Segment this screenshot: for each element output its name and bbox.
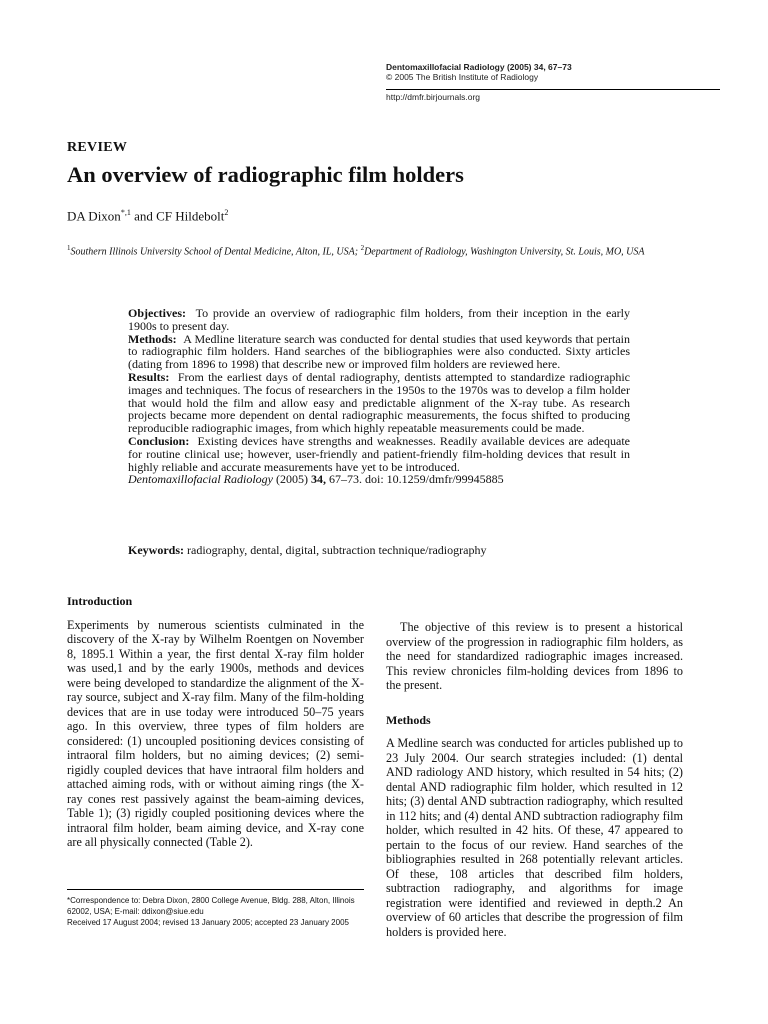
keywords — [128, 543, 486, 558]
keywords-label: Keywords: — [128, 543, 184, 557]
objective-paragraph: The objective of this review is to present a historical overview of the progression in radiographic film holders, as the need for standardized radiographic images increased. This review chronicles film-holding devices from 1896 to the present. — [386, 620, 683, 692]
received-dates: Received 17 August 2004; revised 13 January 2005; accepted 23 January 2005 — [67, 918, 349, 927]
results-label: Results: — [128, 369, 170, 384]
conclusion-label: Conclusion: — [128, 433, 190, 448]
introduction-text: Experiments by numerous scientists culminated in the discovery of the X-ray by Wilhelm Roentgen on November 8, 1895.1 Within a year, the first dental X-ray film holder was used,1 and by the early 1900s, methods and devices were being developed to standardize the alignment of the X-ray source, subject and X-ray film. Many of the film-holding devices that are in use today were introduced 50–75 years ago. In this overview, three types of film holders are considered: (1) uncoupled positioning devices consisting of intraoral film holders, but no aiming devices; (2) semi-rigidly coupled devices that have intraoral film holders and attached aiming rods, with or without aiming rings (the X-ray cones rest passively against the beam-aiming devices, Table 1); (3) rigidly coupled positioning devices where the intraoral film holder, beam aiming device, and X-ray cone are all physically connected (Table 2). — [67, 617, 364, 849]
left-column — [67, 594, 364, 850]
journal-citation-line — [386, 62, 720, 72]
abstract-conclusion — [128, 435, 630, 473]
abstract — [128, 307, 630, 486]
journal-header — [386, 62, 720, 102]
right-column — [386, 620, 683, 939]
methods-text: A Medline literature search was conducted for dental studies that used keywords that pertain to radiographic film holders. Hand searches of the bibliographies were also conducted. Sixty articles (dating from 1896 to 1998) that describe new or improved film holders are reviewed here. — [128, 331, 631, 372]
methods-paragraph: A Medline search was conducted for articles published up to 23 July 2004. Our search strategies included: (1) dental AND radiology AND history, which resulted in 54 hits; (2) dental AND radiographic film holder, which resulted in 12 hits; (3) dental AND subtraction radiography, which resulted in 112 hits; and (4) dental AND subtraction radiography film holder, which resulted in 42 hits. Of these, 47 appeared to pertain to the focus of our review. Hand searches of the bibliographies resulted in 268 potentially relevant articles. Of these, 108 articles that described film holders, subtraction radiography, and algorithms for image registration were identified and reviewed in depth.2 An overview of 60 articles that describe the progression of film holders is provided here. — [386, 736, 683, 939]
abstract-methods — [128, 333, 630, 371]
section-label: REVIEW — [67, 140, 128, 155]
methods-label: Methods: — [128, 331, 177, 346]
methods-heading: Methods — [386, 712, 431, 727]
journal-copyright: © 2005 The British Institute of Radiology — [386, 72, 539, 82]
citation-doi: 67–73. doi: 10.1259/dmfr/99945885 — [328, 472, 504, 487]
abstract-objectives — [128, 307, 630, 333]
conclusion-text: Existing devices have strengths and weaknesses. Readily available devices are adequate for routine clinical use; however, user-friendly and patient-friendly film-holding devices that result in highly reliable and accurate measurements have yet to be introduced. — [128, 433, 630, 474]
correspondence-note: *Correspondence to: Debra Dixon, 2800 College Avenue, Bldg. 288, Alton, Illinois 62002, USA; E-mail: ddixon@siue.edu — [67, 896, 355, 916]
footnote-rule — [67, 889, 364, 890]
objectives-text: To provide an overview of radiographic film holders, from their inception in the early 1900s to present day. — [128, 306, 631, 333]
keywords-text: radiography, dental, digital, subtraction technique/radiography — [187, 543, 487, 557]
journal-citation: (2005) 34, 67–73 — [506, 62, 572, 72]
abstract-citation — [128, 473, 630, 486]
author-list: DA Dixon$^{*,1}$ and CF Hildebolt$^2$ — [67, 208, 229, 224]
journal-name: Dentomaxillofacial Radiology — [386, 62, 505, 72]
introduction-heading: Introduction — [67, 594, 133, 608]
citation-journal: Dentomaxillofacial Radiology — [128, 472, 273, 487]
citation-volume: 34, — [310, 472, 326, 487]
results-text: From the earliest days of dental radiography, dentists attempted to standardize radiographic images and techniques. The focus of researchers in the 1950s to the 1970s was to develop a film holder that would hold the film and allow easy and predictable alignment of the X-ray tube. As research projects became more dependent on dental radiographic measurements, the focus shifted to producing reproducible radiographic images, from which highly repeatable measurements could be made. — [128, 369, 630, 436]
citation-year: (2005) — [275, 472, 308, 487]
journal-url[interactable]: http://dmfr.birjournals.org — [386, 92, 481, 102]
abstract-results — [128, 371, 630, 435]
article-title: An overview of radiographic film holders — [67, 162, 464, 187]
affiliations: $^1$Southern Illinois University School of Dental Medicine, Alton, IL, USA; $^2$Department of Radiology, Washington University, St. Louis, MO, USA — [67, 244, 645, 258]
header-rule — [386, 89, 720, 90]
footnotes — [67, 895, 364, 928]
objectives-label: Objectives: — [128, 306, 186, 320]
